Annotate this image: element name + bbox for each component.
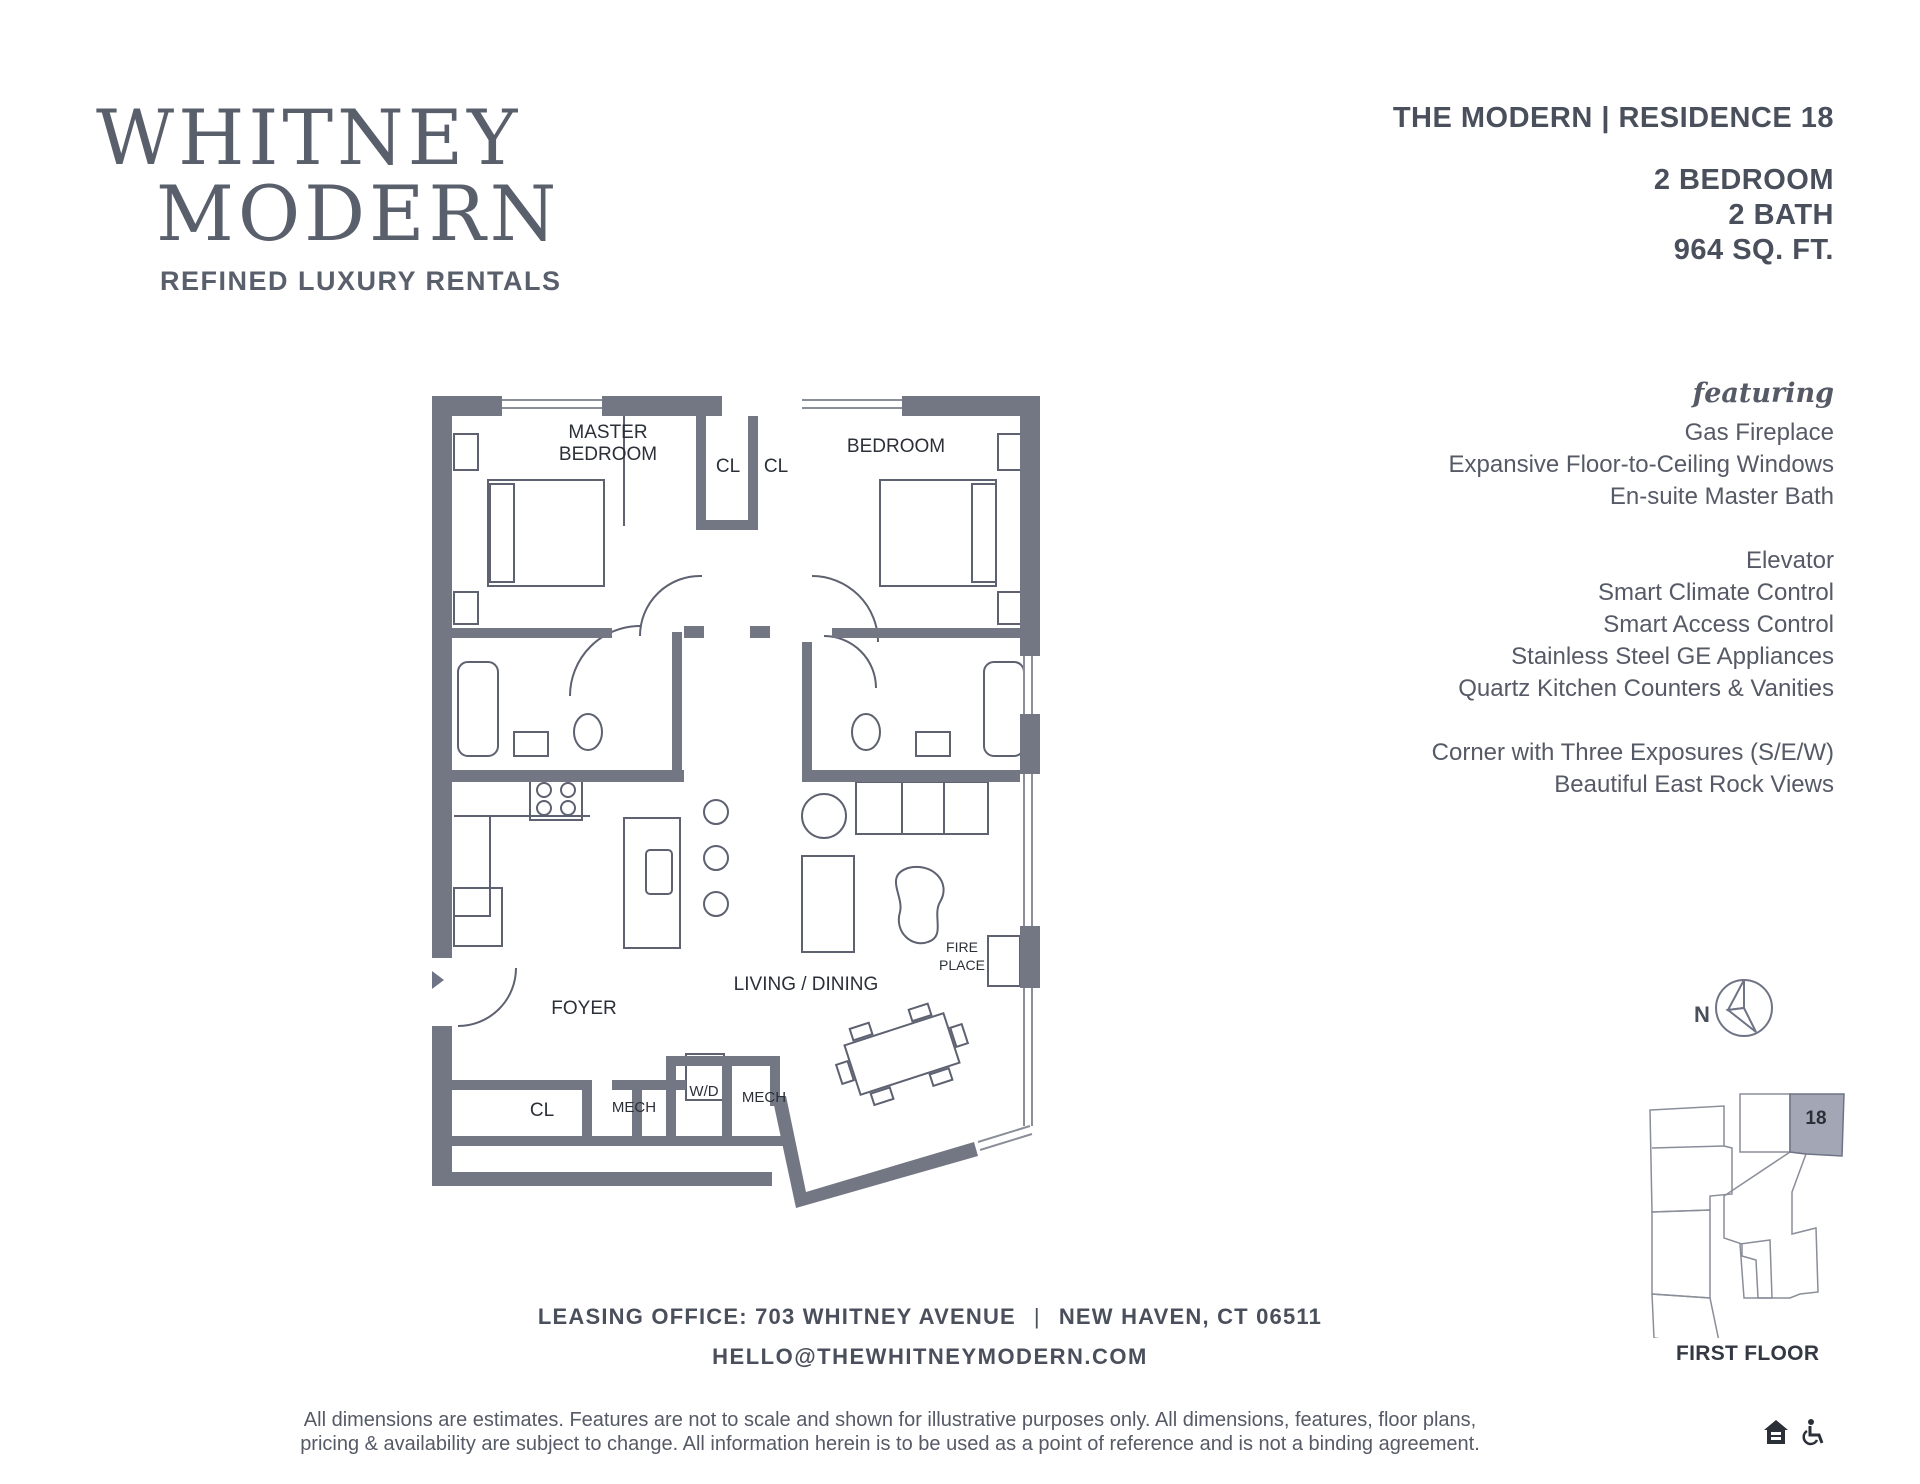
features-list <box>1432 378 1834 833</box>
burner <box>561 801 575 815</box>
mech-label: MECH <box>611 1099 657 1116</box>
closet-label: CL <box>715 456 741 477</box>
toilet <box>852 714 880 750</box>
door-swing <box>824 636 876 688</box>
feature-item: Stainless Steel GE Appliances <box>1511 643 1834 670</box>
contact-info <box>0 1304 1920 1370</box>
entry-arrow-icon <box>432 968 444 992</box>
compass-north-label: N <box>1694 1002 1710 1027</box>
feature-item: Gas Fireplace <box>1684 419 1834 446</box>
walls <box>432 396 1040 1208</box>
bar-stool <box>704 892 728 916</box>
contact-separator: | <box>1033 1304 1041 1329</box>
armchair <box>802 856 854 952</box>
burner <box>537 783 551 797</box>
nightstand <box>454 434 478 470</box>
bedroom-bed-headboard <box>972 484 996 582</box>
master-bed-headboard <box>490 484 514 582</box>
feature-group <box>1432 737 1834 801</box>
bar-stool <box>704 800 728 824</box>
feature-group <box>1432 417 1834 513</box>
mech-label: MECH <box>741 1089 787 1106</box>
floor-label: FIRST FLOOR <box>1676 1342 1820 1365</box>
wheelchair-icon <box>1800 1418 1828 1448</box>
leasing-office-city: NEW HAVEN, CT 06511 <box>1058 1304 1323 1329</box>
sofa <box>856 782 988 834</box>
compass <box>1686 976 1786 1048</box>
features-title: featuring <box>1692 378 1834 409</box>
fireplace-label: PLACE <box>939 957 985 973</box>
feature-item: Smart Access Control <box>1603 611 1834 638</box>
burner <box>561 783 575 797</box>
feature-item: Expansive Floor-to-Ceiling Windows <box>1448 451 1834 478</box>
leasing-office-address: : 703 WHITNEY AVENUE <box>739 1304 1016 1329</box>
feature-item: Beautiful East Rock Views <box>1554 771 1834 798</box>
master-bedroom-label: MASTER <box>568 422 648 443</box>
disclaimer-line: All dimensions are estimates. Features are not to scale and shown for illustrative purposes only. All dimensions, features, floor plans, <box>303 1409 1477 1431</box>
brand-name-line1: WHITNEY <box>96 93 522 182</box>
bath-count: 2 BATH <box>1728 199 1834 231</box>
island-sink <box>646 850 672 894</box>
unit-number: 18 <box>1805 1108 1827 1129</box>
residence-title: THE MODERN | RESIDENCE 18 <box>1392 102 1834 134</box>
bar-stool <box>704 846 728 870</box>
burner <box>537 801 551 815</box>
coffee-table <box>896 867 944 943</box>
disclaimer <box>200 1408 1580 1456</box>
leasing-office-label: LEASING OFFICE <box>537 1304 740 1329</box>
feature-item: Corner with Three Exposures (S/E/W) <box>1431 739 1834 766</box>
feature-item: Quartz Kitchen Counters & Vanities <box>1458 675 1834 702</box>
feature-item: Elevator <box>1745 547 1834 574</box>
master-bed <box>488 480 604 586</box>
residence-header <box>1393 102 1834 268</box>
washer-dryer-label: W/D <box>689 1083 719 1100</box>
bedroom-count: 2 BEDROOM <box>1653 164 1834 196</box>
equal-housing-icon <box>1762 1418 1790 1446</box>
nightstand <box>454 592 478 624</box>
fireplace <box>988 936 1020 986</box>
closet-label: CL <box>763 456 789 477</box>
living-dining-label: LIVING / DINING <box>733 974 879 995</box>
fireplace-label: FIRE <box>946 939 978 955</box>
brand-name-line2: MODERN <box>156 169 561 258</box>
feature-item: Smart Climate Control <box>1597 579 1834 606</box>
floor-plan <box>432 396 1052 1216</box>
key-plan <box>1640 1088 1860 1338</box>
brand-logo <box>96 93 562 297</box>
master-bedroom-label: BEDROOM <box>558 444 658 465</box>
foyer-label: FOYER <box>551 998 617 1019</box>
square-footage: 964 SQ. FT. <box>1673 234 1834 266</box>
toilet <box>574 714 602 750</box>
access-icons <box>1762 1418 1828 1448</box>
bathtub <box>984 662 1024 756</box>
bedroom-bed <box>880 480 996 586</box>
sink <box>916 732 950 756</box>
contact-email[interactable]: HELLO@THEWHITNEYMODERN.COM <box>712 1344 1148 1369</box>
feature-item: En-suite Master Bath <box>1609 483 1834 510</box>
side-table <box>802 794 846 838</box>
bedroom-label: BEDROOM <box>846 436 946 457</box>
cooktop <box>530 776 582 820</box>
sink <box>514 732 548 756</box>
nightstand <box>998 592 1022 624</box>
nightstand <box>998 434 1022 470</box>
bathtub <box>458 662 498 756</box>
disclaimer-line: pricing & availability are subject to change. All information herein is to be used as a point of reference and is not a binding agreement. <box>300 1433 1480 1455</box>
entry-door-swing <box>458 968 516 1026</box>
feature-group <box>1432 545 1834 705</box>
kitchen-counter <box>454 816 490 916</box>
residence-specs <box>1393 163 1834 268</box>
brand-tagline: REFINED LUXURY RENTALS <box>160 266 562 296</box>
closet-label: CL <box>529 1100 555 1121</box>
